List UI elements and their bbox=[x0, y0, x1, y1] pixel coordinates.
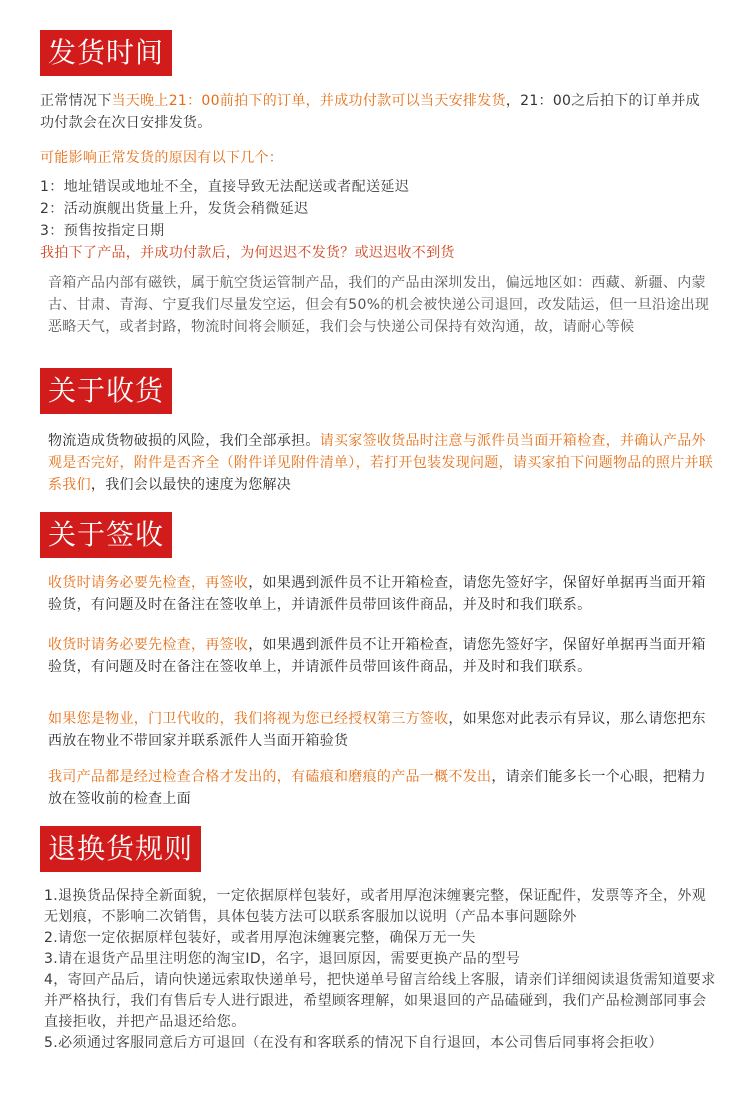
signing-paragraph-3 bbox=[48, 708, 720, 752]
signing-paragraph-4 bbox=[48, 766, 720, 810]
returns-rules-list bbox=[44, 886, 720, 1054]
receiving-risk-text: 物流造成货物破损的风险，我们全部承担。 bbox=[48, 433, 320, 449]
list-item: 2.请您一定依据原样包装好，或者用厚泡沫缠裹完整，确保万无一失 bbox=[44, 930, 476, 946]
shipping-cutoff-highlight: 当天晚上21：00前拍下的订单，并成功付款可以当天安排发货 bbox=[111, 93, 506, 109]
list-item: 5.必须通过客服同意后方可退回（在没有和客联系的情况下自行退回，本公司售后同事将会拒收） bbox=[44, 1035, 663, 1051]
receiving-resolve-text: ，我们会以最快的速度为您解决 bbox=[90, 477, 292, 493]
signing-proxy-highlight: 如果您是物业，门卫代收的，我们将视为您已经授权第三方签收 bbox=[48, 711, 449, 727]
receiving-inspect-highlight: 请买家签收货品时注意与派件员当面开箱检查，并确认产品外观是否完好，附件是否齐全（附件详见附件清单），若打开包装发现问题，请买家拍下问题物品的照片并联系我们 bbox=[48, 433, 714, 493]
section-title-receiving: 关于收货 bbox=[40, 368, 172, 414]
section-title-shipping-time: 发货时间 bbox=[40, 30, 172, 76]
receiving-paragraph bbox=[48, 430, 718, 496]
section-title-signing: 关于签收 bbox=[40, 512, 172, 558]
delay-answer: 音箱产品内部有磁铁，属于航空货运管制产品，我们的产品由深圳发出，偏远地区如：西藏、新疆、内蒙古、甘肃、青海、宁夏我们尽量发空运，但会有50%的机会被快递公司退回，改发陆运，但一旦沿途出现恶略天气，或者封路，物流时间将会顺延，我们会与快递公司保持有效沟通，故，请耐心等候 bbox=[48, 275, 710, 335]
list-item: 3：预售按指定日期 bbox=[40, 223, 165, 239]
list-item: 1：地址错误或地址不全，直接导致无法配送或者配送延迟 bbox=[40, 179, 410, 195]
signing-paragraph-1 bbox=[48, 572, 720, 616]
signing-instructions-text: ，如果遇到派件员不让开箱检查，请您先签好字，保留好单据再当面开箱验货，有问题及时在备注在签收单上，并请派件员带回该件商品，并及时和我们联系。 bbox=[48, 637, 706, 675]
list-item: 3.请在退货产品里注明您的淘宝ID，名字，退回原因，需要更换产品的型号 bbox=[44, 951, 521, 967]
signing-check-highlight: 收货时请务必要先检查，再签收 bbox=[48, 575, 249, 591]
delay-reasons-title: 可能影响正常发货的原因有以下几个： bbox=[40, 150, 284, 166]
list-item: 4，寄回产品后，请向快递远索取快递单号，把快递单号留言给线上客服，请亲们详细阅读退货需知道要求并严格执行，我们有售后专人进行跟进，希望顾客理解，如果退回的产品磕碰到，我们产品检测部同事会直接拒收，并把产品退还给您。 bbox=[44, 972, 716, 1030]
shipping-next-day-text: ，21：00之后拍下的订单并成功付款会在次日安排发货。 bbox=[40, 93, 700, 131]
signing-paragraph-2 bbox=[48, 634, 720, 678]
shipping-time-paragraph bbox=[40, 90, 712, 134]
delay-reasons-list bbox=[40, 176, 712, 242]
list-item: 2：活动旗舰出货量上升，发货会稍微延迟 bbox=[40, 201, 309, 217]
section-title-returns: 退换货规则 bbox=[40, 826, 201, 872]
shipping-normal-label: 正常情况下 bbox=[40, 93, 112, 109]
signing-proxy-text: ，如果您对此表示有异议，那么请您把东西放在物业不带回家并联系派件人当面开箱验货 bbox=[48, 711, 706, 749]
signing-instructions-text: ，如果遇到派件员不让开箱检查，请您先签好字，保留好单据再当面开箱验货，有问题及时在备注在签收单上，并请派件员带回该件商品，并及时和我们联系。 bbox=[48, 575, 706, 613]
signing-quality-text: ，请亲们能多长一个心眼，把精力放在签收前的检查上面 bbox=[48, 769, 706, 807]
signing-check-highlight: 收货时请务必要先检查，再签收 bbox=[48, 637, 249, 653]
list-item: 1.退换货品保持全新面貌，一定依据原样包装好，或者用厚泡沫缠裹完整，保证配件，发票等齐全，外观无划痕，不影响二次销售，具体包装方法可以联系客服加以说明（产品本事问题除外 bbox=[44, 888, 707, 925]
signing-quality-highlight: 我司产品都是经过检查合格才发出的，有磕痕和磨痕的产品一概不发出 bbox=[48, 769, 492, 785]
delay-question: 我拍下了产品，并成功付款后，为何迟迟不发货？或迟迟收不到货 bbox=[40, 245, 455, 261]
